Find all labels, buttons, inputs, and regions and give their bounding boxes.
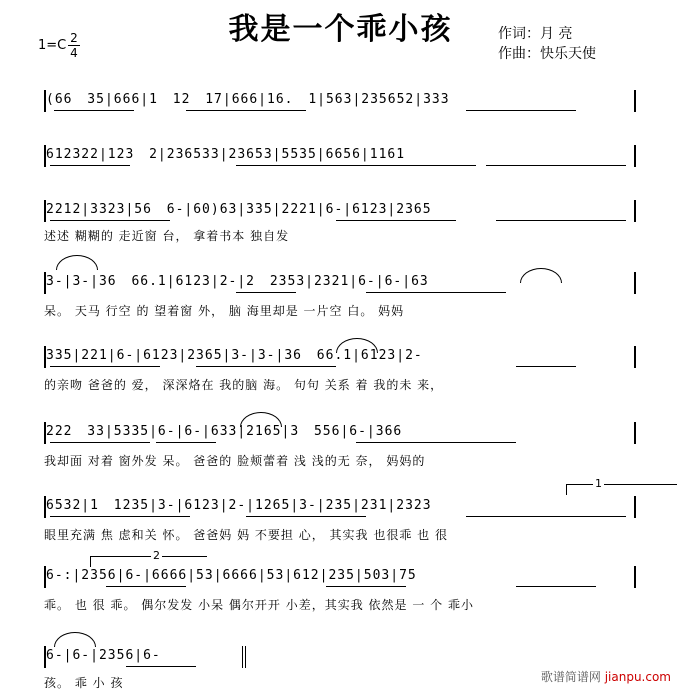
lyric-row-5: 的亲吻 爸爸的 爱， 深深烙在 我的脑 海。 句句 关系 着 我的未 来， — [44, 378, 444, 392]
slur — [54, 632, 96, 647]
volta-2: 2 — [90, 556, 207, 567]
lyric-row-9: 孩。 乖 小 孩 — [44, 676, 124, 690]
time-sig-top: 2 — [70, 31, 78, 45]
notes-row-9: 6-|6-|2356|6- — [46, 648, 161, 663]
notes-row-7: 6532|1 1235|3-|6123|2-|1265|3-|235|231|2323 — [46, 498, 432, 513]
score-row-2 — [44, 145, 636, 167]
notes-row-4: 3-|3-|36 66.1|6123|2-|2 2353|2321|6-|6-|63 — [46, 274, 429, 289]
credits — [498, 24, 596, 64]
score-row-4 — [44, 272, 636, 294]
time-sig-bottom: 4 — [70, 46, 78, 60]
site-watermark — [541, 668, 671, 685]
score-row-3 — [44, 200, 636, 222]
score-row-5 — [44, 346, 636, 368]
score-row-8 — [44, 566, 636, 588]
notes-row-8: 6-:|2356|6-|6666|53|6666|53|612|235|503|75 — [46, 568, 417, 583]
watermark-en: jianpu.com — [604, 670, 671, 684]
notes-row-6: 222 33|5335|6-|6-|633|2165|3 556|6-|366 — [46, 424, 403, 439]
song-title: 我是一个乖小孩 — [228, 12, 453, 47]
score-row-7 — [44, 496, 636, 518]
lyric-row-3: 述述 糊糊的 走近窗 台， 拿着书本 独自发 — [44, 229, 290, 243]
score-row-1 — [44, 90, 636, 112]
time-signature — [68, 32, 80, 59]
slur — [56, 255, 98, 270]
lyric-row-8: 乖。 也 很 乖。 偶尔发发 小呆 偶尔开开 小差，其实我 依然是 一 个 乖小 — [44, 598, 474, 612]
notes-row-1: (66 35|666|1 12 17|666|16. 1|563|235652|333 — [46, 92, 450, 107]
lyric-row-7: 眼里充满 焦 虑和关 怀。 爸爸妈 妈 不要担 心， 其实我 也很乖 也 很 — [44, 528, 448, 542]
key-signature: 1=C — [38, 38, 67, 53]
score-row-6 — [44, 422, 636, 444]
watermark-cn: 歌谱简谱网 — [540, 670, 601, 684]
notes-row-2: 612322|123 2|236533|23653|5535|6656|1161 — [46, 147, 406, 162]
composer-credit: 作曲：快乐天使 — [498, 46, 596, 62]
notes-row-3: 2212|3323|56 6-|60)63|335|2221|6-|6123|2365 — [46, 202, 432, 217]
volta-1: 1 — [566, 484, 677, 495]
lyricist-credit: 作词：月 亮 — [498, 26, 573, 42]
lyric-row-6: 我却面 对着 窗外发 呆。 爸爸的 脸颊蕾着 浅 浅的无 奈， 妈妈的 — [44, 454, 426, 468]
lyric-row-4: 呆。 天马 行空 的 望着窗 外， 脑 海里却是 一片空 白。 妈妈 — [44, 304, 405, 318]
notes-row-5: 335|221|6-|6123|2365|3-|3-|36 66.1|6123|2- — [46, 348, 423, 363]
score-row-9 — [44, 646, 246, 668]
